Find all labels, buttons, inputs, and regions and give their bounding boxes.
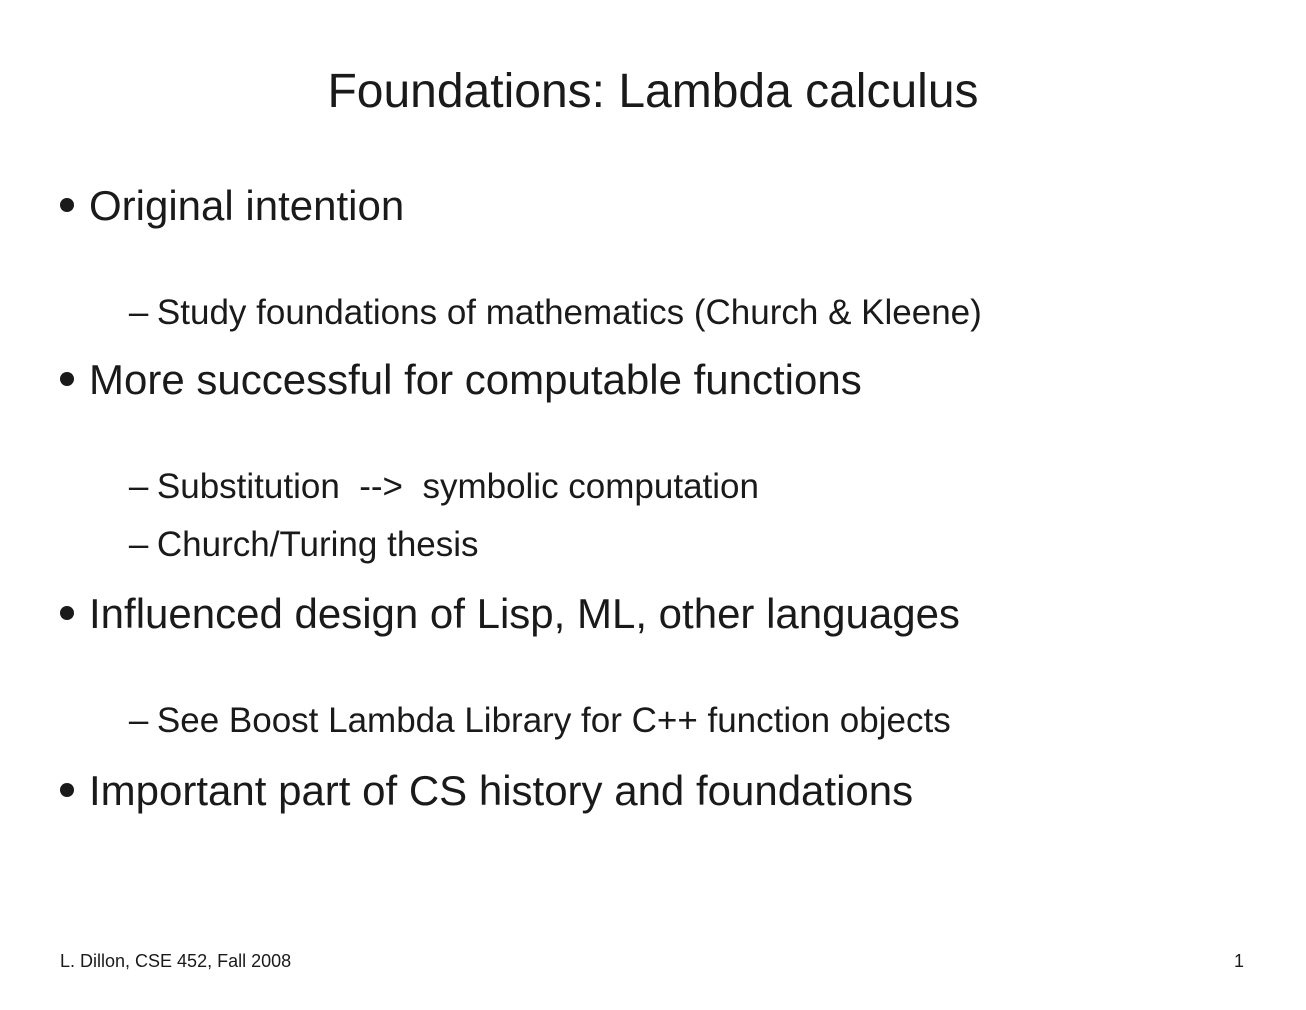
bullet-more-successful — [60, 354, 862, 406]
bullet-influenced-design — [60, 588, 960, 640]
bullet-text: Important part of CS history and foundations — [89, 767, 914, 814]
bullet-dot-icon — [60, 198, 74, 212]
sub-bullet-text: Church/Turing thesis — [156, 525, 479, 564]
bullet-text: Influenced design of Lisp, ML, other languages — [89, 590, 960, 637]
bullet-dot-icon — [60, 783, 74, 797]
bullet-important-part — [60, 765, 913, 817]
sub-bullet-text: See Boost Lambda Library for C++ function objects — [156, 701, 951, 740]
sub-bullet-text: Study foundations of mathematics (Church & Kleene) — [156, 293, 982, 332]
bullet-text: More successful for computable functions — [89, 356, 862, 403]
slide-title: Foundations: Lambda calculus — [327, 65, 979, 118]
dash-icon: – — [128, 467, 149, 506]
bullet-original-intention — [60, 180, 404, 232]
dash-icon: – — [128, 525, 149, 564]
bullet-dot-icon — [60, 372, 74, 386]
bullet-text: Original intention — [89, 182, 405, 229]
sub-bullet-text: Substitution --> symbolic computation — [156, 467, 759, 506]
bullet-dot-icon — [60, 606, 74, 620]
dash-icon: – — [128, 293, 149, 332]
dash-icon: – — [128, 701, 149, 740]
page-number: 1 — [1233, 951, 1244, 971]
footer-credit: L. Dillon, CSE 452, Fall 2008 — [60, 951, 292, 971]
